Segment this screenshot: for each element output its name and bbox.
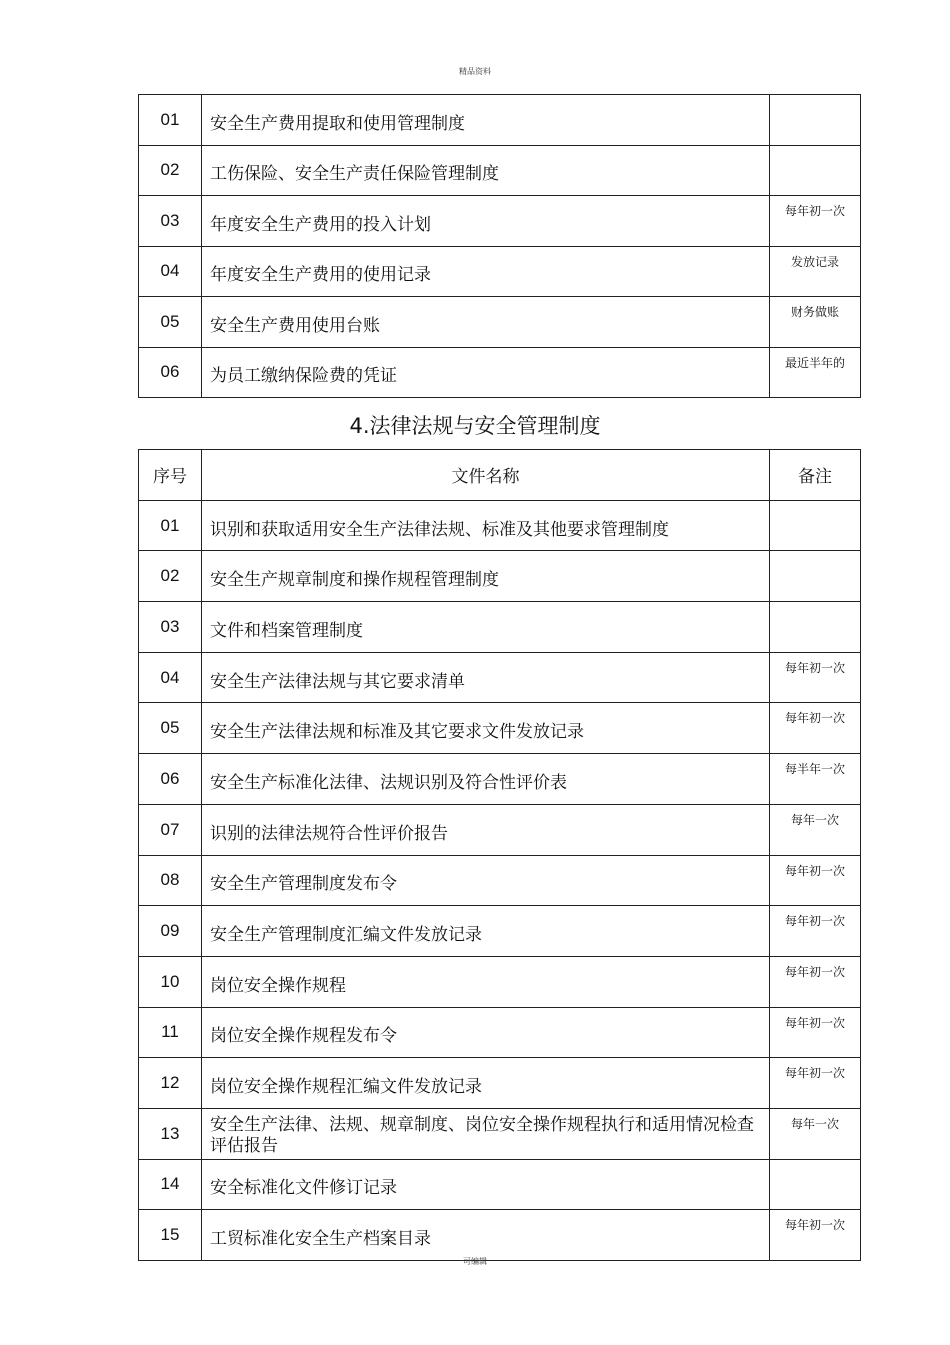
table-row (139, 804, 861, 855)
table-funds-documents (138, 94, 861, 398)
footer-watermark: 可编辑 (463, 1257, 487, 1266)
header-watermark: 精品资料 (459, 67, 491, 76)
document-name: 岗位安全操作规程发布令 (202, 1007, 770, 1058)
row-number: 10 (139, 956, 202, 1007)
row-note: 发放记录 (770, 246, 861, 297)
row-number: 04 (139, 246, 202, 297)
row-note: 每年初一次 (770, 956, 861, 1007)
table-header-row (139, 450, 861, 501)
table-row (139, 1007, 861, 1058)
row-number: 02 (139, 551, 202, 602)
table-row (139, 551, 861, 602)
document-name: 安全生产规章制度和操作规程管理制度 (202, 551, 770, 602)
row-note: 每年初一次 (770, 652, 861, 703)
document-name: 年度安全生产费用的投入计划 (202, 196, 770, 247)
document-name: 识别和获取适用安全生产法律法规、标准及其他要求管理制度 (202, 500, 770, 551)
document-name: 识别的法律法规符合性评价报告 (202, 804, 770, 855)
row-number: 05 (139, 703, 202, 754)
row-note (770, 500, 861, 551)
row-note: 财务做账 (770, 297, 861, 348)
document-name: 安全标准化文件修订记录 (202, 1159, 770, 1210)
row-note: 每年初一次 (770, 196, 861, 247)
table-row (139, 145, 861, 196)
table-law-documents (138, 449, 861, 1261)
table-row (139, 95, 861, 146)
table-row (139, 196, 861, 247)
document-name: 安全生产法律法规与其它要求清单 (202, 652, 770, 703)
table-row (139, 956, 861, 1007)
table-row (139, 906, 861, 957)
document-name: 安全生产费用提取和使用管理制度 (202, 95, 770, 146)
document-name: 安全生产法律法规和标准及其它要求文件发放记录 (202, 703, 770, 754)
document-name: 岗位安全操作规程 (202, 956, 770, 1007)
row-number: 15 (139, 1210, 202, 1261)
row-number: 11 (139, 1007, 202, 1058)
row-number: 04 (139, 652, 202, 703)
row-number: 01 (139, 95, 202, 146)
row-number: 01 (139, 500, 202, 551)
row-note: 每年初一次 (770, 906, 861, 957)
document-name: 安全生产费用使用台账 (202, 297, 770, 348)
row-note (770, 602, 861, 653)
document-name: 安全生产标准化法律、法规识别及符合性评价表 (202, 754, 770, 805)
section-title: 4.法律法规与安全管理制度 (349, 414, 601, 438)
row-number: 14 (139, 1159, 202, 1210)
column-header-note: 备注 (770, 450, 861, 501)
row-number: 05 (139, 297, 202, 348)
document-name: 文件和档案管理制度 (202, 602, 770, 653)
row-number: 06 (139, 347, 202, 398)
row-number: 03 (139, 602, 202, 653)
table-row (139, 1210, 861, 1261)
document-name: 工伤保险、安全生产责任保险管理制度 (202, 145, 770, 196)
table-row (139, 703, 861, 754)
table-row (139, 1159, 861, 1210)
table-row (139, 754, 861, 805)
row-number: 12 (139, 1058, 202, 1109)
row-note: 每年一次 (770, 804, 861, 855)
document-name: 岗位安全操作规程汇编文件发放记录 (202, 1058, 770, 1109)
column-header-number: 序号 (139, 450, 202, 501)
row-number: 02 (139, 145, 202, 196)
table-row (139, 500, 861, 551)
table-row (139, 855, 861, 906)
row-note: 每年初一次 (770, 1058, 861, 1109)
table-row (139, 347, 861, 398)
row-note: 最近半年的 (770, 347, 861, 398)
row-note: 每年初一次 (770, 703, 861, 754)
table-row (139, 602, 861, 653)
row-note (770, 145, 861, 196)
table-row (139, 652, 861, 703)
row-note: 每年初一次 (770, 1210, 861, 1261)
row-note (770, 1159, 861, 1210)
row-note: 每年初一次 (770, 1007, 861, 1058)
row-number: 07 (139, 804, 202, 855)
row-number: 13 (139, 1108, 202, 1159)
row-number: 06 (139, 754, 202, 805)
document-name: 安全生产管理制度发布令 (202, 855, 770, 906)
document-name: 年度安全生产费用的使用记录 (202, 246, 770, 297)
row-note (770, 95, 861, 146)
row-note: 每年初一次 (770, 855, 861, 906)
table-row (139, 1058, 861, 1109)
table-row (139, 297, 861, 348)
table-row (139, 1108, 861, 1159)
row-note: 每年一次 (770, 1108, 861, 1159)
document-name: 为员工缴纳保险费的凭证 (202, 347, 770, 398)
document-name: 安全生产管理制度汇编文件发放记录 (202, 906, 770, 957)
row-note (770, 551, 861, 602)
document-name: 工贸标准化安全生产档案目录 (202, 1210, 770, 1261)
row-number: 09 (139, 906, 202, 957)
row-number: 08 (139, 855, 202, 906)
row-number: 03 (139, 196, 202, 247)
document-name: 安全生产法律、法规、规章制度、岗位安全操作规程执行和适用情况检查评估报告 (202, 1108, 770, 1159)
table-row (139, 246, 861, 297)
column-header-name: 文件名称 (202, 450, 770, 501)
row-note: 每半年一次 (770, 754, 861, 805)
